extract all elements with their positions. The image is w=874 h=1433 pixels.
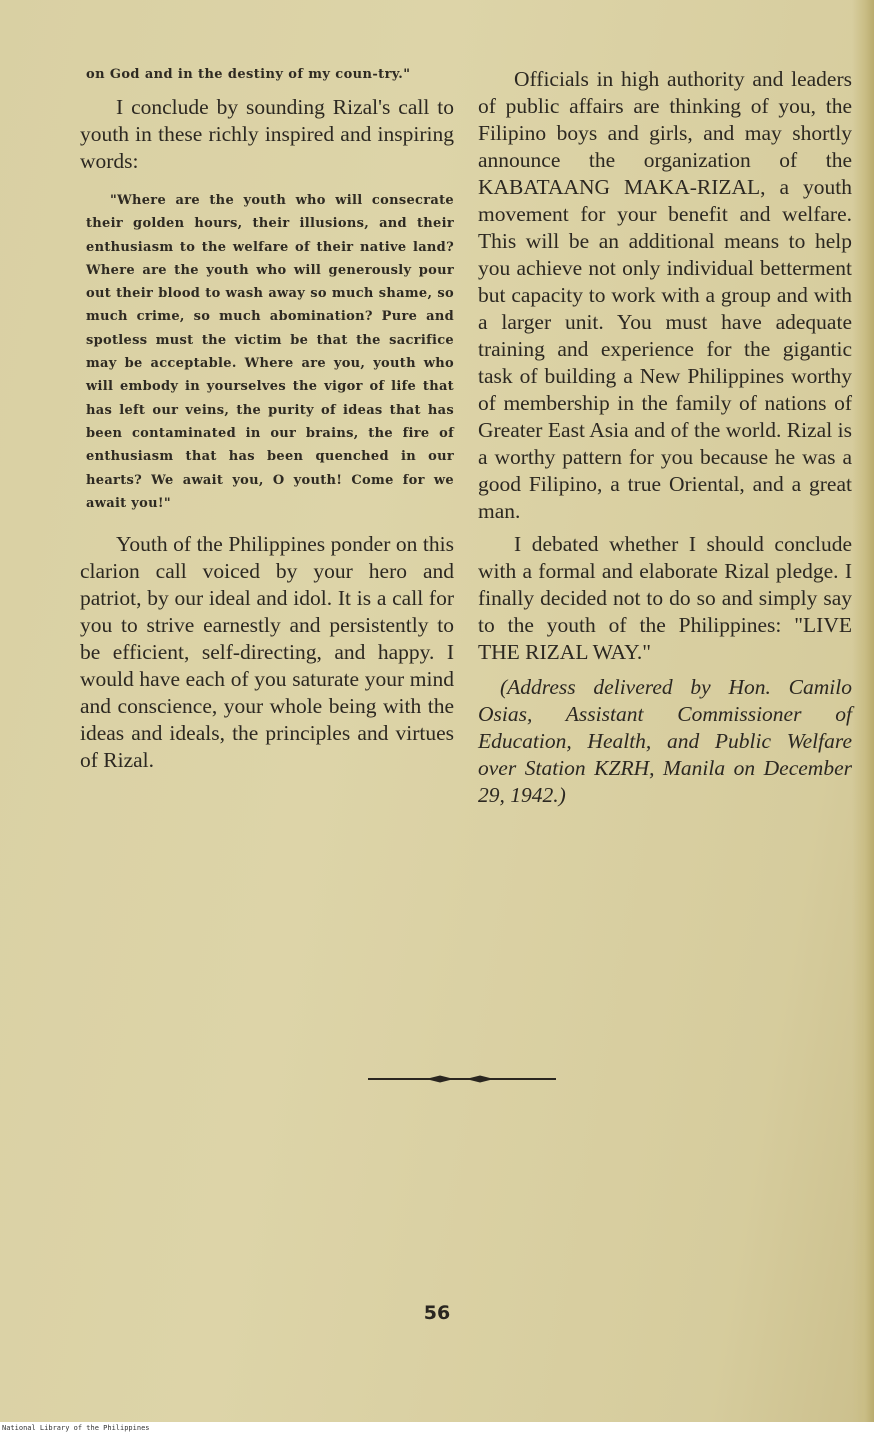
youth-paragraph: Youth of the Philippines ponder on this clarion call voiced by your hero and patriot, by our ideal and idol. It is a call for you to strive earnestly and persistently to be efficient, self-directing, and happy. I would have each of you saturate your mind and conscience, your whole being with the ideas and ideals, the principles and virtues of Rizal. <box>80 532 454 773</box>
footer-credit: National Library of the Philippines <box>2 1424 150 1432</box>
address-caption: (Address delivered by Hon. Camilo Osias, Assistant Commissioner of Education, Health, and Public Welfare over Station KZRH, Manila on December 29, 1942.) <box>478 675 852 807</box>
left-column <box>80 66 454 774</box>
quote-continuation: on God and in the destiny of my coun-try." <box>86 67 411 82</box>
officials-paragraph: Officials in high authority and leaders of public affairs are thinking of you, the Filipino boys and girls, and may shortly announce the organization of the KABATAANG MAKA-RIZAL, a youth movement for your benefit and welfare. This will be an additional means to help you achieve not only individual betterment but capacity to work with a group and with a larger unit. You must have adequate training and experience for the gigantic task of building a New Philippines worthy of membership in the family of nations of Greater East Asia and of the world. Rizal is a worthy pattern for you because he was a good Filipino, a true Oriental, and a great man. <box>478 67 852 523</box>
rizal-quote: "Where are the youth who will consecrate their golden hours, their illusions, and their enthusiasm to the welfare of their native land? Where are the youth who will generously pour out their blood to wash away so much shame, so much crime, so much abomination? Pure and spotless must the victim be that the sacrifice may be acceptable. Where are you, youth who will embody in yourselves the vigor of life that has left our veins, the purity of ideas that has been contaminated in our brains, the fire of enthusiasm that has been quenched in our hearts? We await you, O youth! Come for we await you!" <box>86 193 454 511</box>
right-column <box>478 66 852 809</box>
intro-paragraph: I conclude by sounding Rizal's call to youth in these richly inspired and inspiring words: <box>80 95 454 173</box>
page-number: 56 <box>423 1302 451 1324</box>
divider-ornament <box>368 1074 556 1084</box>
pledge-paragraph: I debated whether I should conclude with a formal and elaborate Rizal pledge. I finally decided not to do so and simply say to the youth of the Philippines: "LIVE THE RIZAL WAY." <box>478 532 852 664</box>
